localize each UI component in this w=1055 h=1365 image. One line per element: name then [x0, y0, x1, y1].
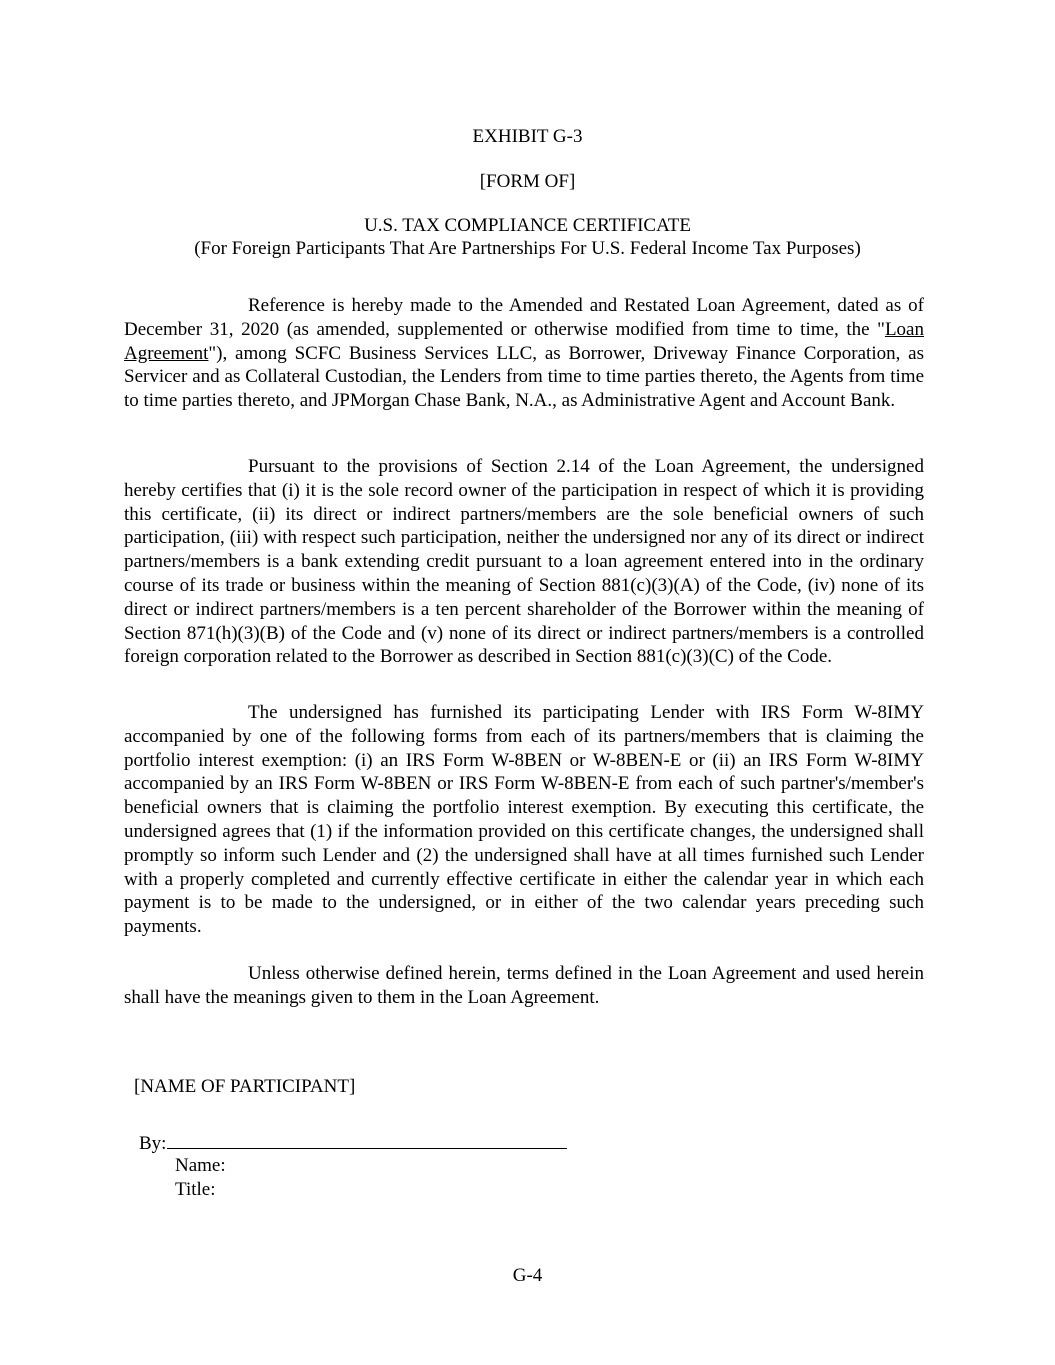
signature-by-row — [139, 1130, 567, 1156]
paragraph-certification-text: Pursuant to the provisions of Section 2.14 of the Loan Agreement, the undersigned hereby certifies that (i) it is the sole record owner of the participation in respect of which it is providing this certificate, (ii) its direct or indirect partners/members are the sole beneficial owners of such participation, (iii) with respect such participation, neither the undersigned nor any of its direct or indirect partners/members is a bank extending credit pursuant to a loan agreement entered into in the ordinary course of its trade or business within the meaning of Section 881(c)(3)(A) of the Code, (iv) none of its direct or indirect partners/members is a ten percent shareholder of the Borrower within the meaning of Section 871(h)(3)(B) of the Code and (v) none of its direct or indirect partners/members is a controlled foreign corporation related to the Borrower as described in Section 881(c)(3)(C) of the Code. — [124, 456, 924, 668]
signature-line — [167, 1130, 567, 1149]
form-of-label: [FORM OF] — [479, 171, 576, 192]
document-subtitle: (For Foreign Participants That Are Partnerships For U.S. Federal Income Tax Purposes) — [194, 238, 861, 259]
paragraph-forms-text: The undersigned has furnished its participating Lender with IRS Form W-8IMY accompanied by one of the following forms from each of its partners/members that is claiming the portfolio interest exemption: (i) an IRS Form W-8BEN or W-8BEN-E or (ii) an IRS Form W-8IMY accompanied by an IRS Form W-8BEN or IRS Form W-8BEN-E from each of such partner's/member's beneficial owners that is claiming the portfolio interest exemption. By executing this certificate, the undersigned agrees that (1) if the information provided on this certificate changes, the undersigned shall promptly so inform such Lender and (2) the undersigned shall have at all times furnished such Lender with a properly completed and currently effective certificate in either the calendar year in which each payment is to be made to the undersigned, or in either of the two calendar years preceding such payments. — [124, 702, 924, 938]
title-label: Title: — [175, 1179, 216, 1200]
exhibit-label: EXHIBIT G-3 — [472, 126, 583, 147]
participant-name-placeholder: [NAME OF PARTICIPANT] — [134, 1076, 356, 1097]
name-label: Name: — [175, 1155, 226, 1176]
document-title: U.S. TAX COMPLIANCE CERTIFICATE — [364, 215, 691, 236]
page-number: G-4 — [512, 1265, 543, 1286]
paragraph-reference-text-start: Reference is hereby made to the Amended and Restated Loan Agreement, dated as of December 31, 2020 (as amended, supplemented or otherwise modified from time to time, the " — [124, 295, 924, 340]
by-label: By: — [139, 1133, 167, 1154]
paragraph-definitions — [124, 962, 924, 1010]
paragraph-reference — [124, 294, 924, 413]
paragraph-certification — [124, 455, 924, 669]
paragraph-forms — [124, 701, 924, 939]
paragraph-definitions-text: Unless otherwise defined herein, terms defined in the Loan Agreement and used herein shall have the meanings given to them in the Loan Agreement. — [124, 963, 924, 1008]
paragraph-reference-text-end: "), among SCFC Business Services LLC, as Borrower, Driveway Finance Corporation, as Servicer and as Collateral Custodian, the Lenders from time to time parties thereto, the Agents from time to time parties thereto, and JPMorgan Chase Bank, N.A., as Administrative Agent and Account Bank. — [124, 342, 924, 412]
defined-term-loan-agreement: Loan Agreement — [124, 318, 924, 364]
